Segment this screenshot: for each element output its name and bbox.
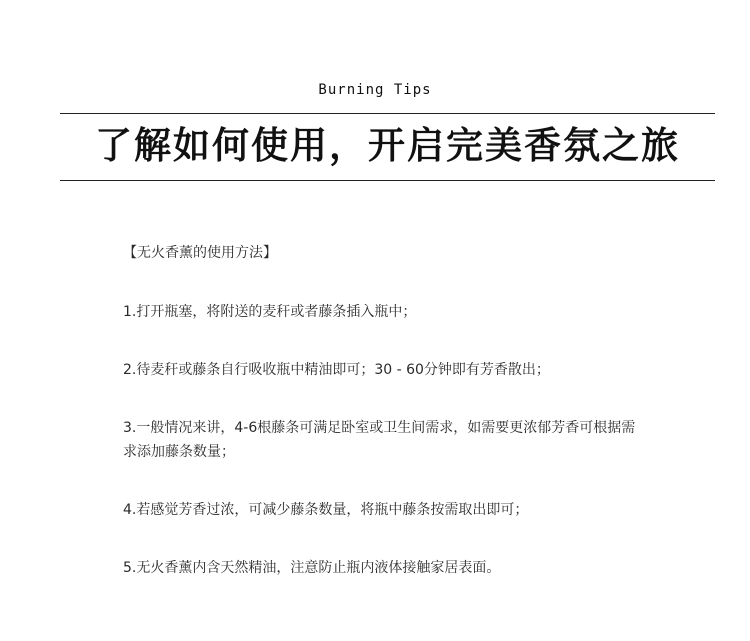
subtitle: Burning Tips — [318, 82, 432, 98]
step-5: 5.无火香薰内含天然精油，注意防止瓶内液体接触家居表面。 — [123, 560, 501, 576]
section-title: 【无火香薰的使用方法】 — [123, 245, 277, 261]
page-title: 了解如何使用，开启完美香氛之旅 — [95, 124, 680, 167]
instructions-section — [123, 241, 643, 614]
step-1: 1.打开瓶塞，将附送的麦秆或者藤条插入瓶中； — [123, 304, 417, 320]
bottom-divider — [60, 180, 715, 181]
step-3: 3.一般情况来讲，4-6根藤条可满足卧室或卫生间需求，如需要更浓郁芳香可根据需求添加藤条数量； — [123, 420, 636, 460]
step-4: 4.若感觉芳香过浓，可减少藤条数量，将瓶中藤条按需取出即可； — [123, 502, 529, 518]
top-divider — [60, 113, 715, 114]
step-2: 2.待麦秆或藤条自行吸收瓶中精油即可；30 - 60分钟即有芳香散出； — [123, 362, 550, 378]
